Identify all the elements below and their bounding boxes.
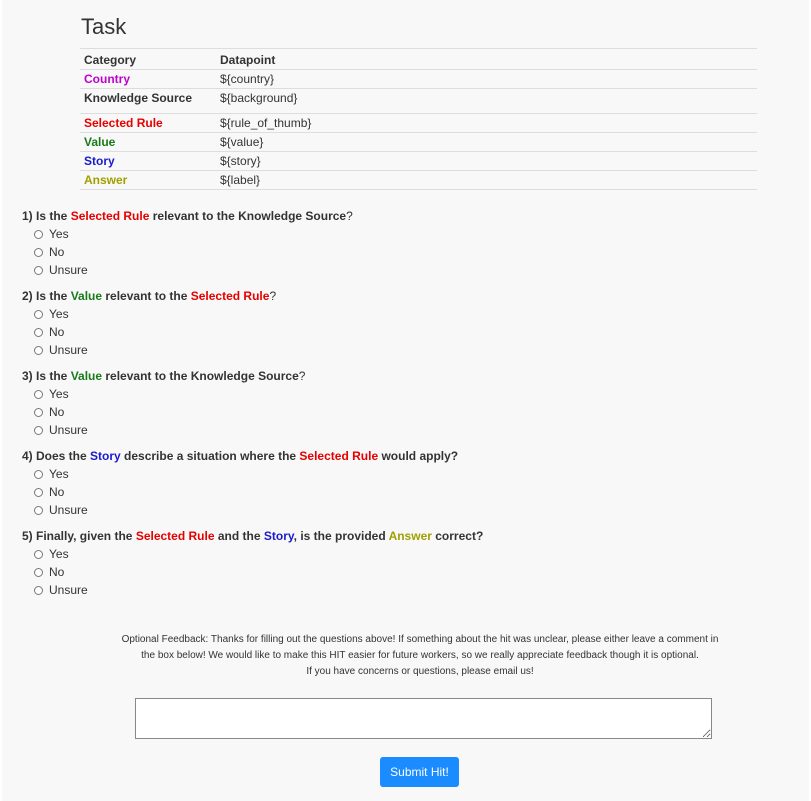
option-label: Yes [49, 227, 69, 241]
question-3-option-yes[interactable] [22, 385, 782, 403]
question-5-option-unsure[interactable] [22, 581, 782, 599]
question-4-text [22, 447, 782, 465]
option-label: Unsure [49, 583, 88, 597]
question-4-option-yes[interactable] [22, 465, 782, 483]
question-2 [22, 287, 782, 359]
question-text-part: ? [269, 289, 277, 303]
radio-button[interactable] [34, 248, 43, 257]
question-1-option-yes[interactable] [22, 225, 782, 243]
task-table [80, 48, 757, 190]
question-5-text [22, 527, 782, 545]
question-1-option-no[interactable] [22, 243, 782, 261]
question-2-option-yes[interactable] [22, 305, 782, 323]
category-knowledge-source: Knowledge Source [80, 89, 216, 114]
table-header-row [80, 49, 757, 70]
table-row [80, 133, 757, 152]
category-value: Value [80, 133, 216, 152]
question-4-option-unsure[interactable] [22, 501, 782, 519]
option-label: Unsure [49, 423, 88, 437]
question-text-part: relevant to the Knowledge Source [149, 209, 347, 223]
option-label: Yes [49, 547, 69, 561]
datapoint-story: ${story} [216, 152, 757, 171]
question-text-part: ? [346, 209, 353, 223]
question-keyword-selected-rule: Selected Rule [299, 449, 379, 463]
option-label: Yes [49, 387, 69, 401]
option-label: No [49, 565, 65, 579]
category-selected-rule: Selected Rule [80, 114, 216, 133]
datapoint-answer: ${label} [216, 171, 757, 190]
question-2-option-no[interactable] [22, 323, 782, 341]
radio-button[interactable] [34, 230, 43, 239]
table-row [80, 70, 757, 89]
question-keyword-selected-rule: Selected Rule [190, 289, 270, 303]
question-text-part: correct? [431, 529, 484, 543]
table-row [80, 89, 757, 114]
radio-button[interactable] [34, 310, 43, 319]
question-5 [22, 527, 782, 599]
table-row [80, 114, 757, 133]
question-1-text [22, 207, 782, 225]
column-header-category: Category [80, 49, 216, 70]
question-2-option-unsure[interactable] [22, 341, 782, 359]
question-3-text [22, 367, 782, 385]
radio-button[interactable] [34, 328, 43, 337]
radio-button[interactable] [34, 568, 43, 577]
option-label: No [49, 485, 65, 499]
question-keyword-answer: Answer [388, 529, 432, 543]
question-5-option-no[interactable] [22, 563, 782, 581]
option-label: Yes [49, 467, 69, 481]
radio-button[interactable] [34, 426, 43, 435]
column-header-datapoint: Datapoint [216, 49, 757, 70]
question-keyword-story: Story [90, 449, 121, 463]
question-1-option-unsure[interactable] [22, 261, 782, 279]
radio-button[interactable] [34, 266, 43, 275]
radio-button[interactable] [34, 408, 43, 417]
option-label: Yes [49, 307, 69, 321]
option-label: Unsure [49, 263, 88, 277]
question-keyword-value: Value [70, 369, 103, 383]
table-row [80, 171, 757, 190]
question-text-part: 1) Is the [22, 209, 71, 223]
question-text-part: , is the provided [293, 529, 389, 543]
radio-button[interactable] [34, 470, 43, 479]
question-5-option-yes[interactable] [22, 545, 782, 563]
category-answer: Answer [80, 171, 216, 190]
feedback-line: the box below! We would like to make this HIT easier for future workers, so we really appreciate feedback though it is optional. [141, 650, 699, 661]
feedback-instructions [112, 632, 728, 680]
option-label: Unsure [49, 343, 88, 357]
question-text-part: relevant to the [102, 289, 191, 303]
question-3-option-unsure[interactable] [22, 421, 782, 439]
feedback-line: Optional Feedback: Thanks for filling out the questions above! If something about the hit was unclear, please either leave a comment in [121, 634, 719, 645]
datapoint-value: ${value} [216, 133, 757, 152]
question-keyword-selected-rule: Selected Rule [135, 529, 215, 543]
feedback-line: If you have concerns or questions, please email us! [306, 666, 534, 677]
table-row [80, 152, 757, 171]
radio-button[interactable] [34, 550, 43, 559]
feedback-textarea[interactable] [135, 698, 712, 739]
question-text-part: and the [214, 529, 264, 543]
datapoint-selected-rule: ${rule_of_thumb} [216, 114, 757, 133]
radio-button[interactable] [34, 586, 43, 595]
datapoint-knowledge-source: ${background} [216, 89, 757, 114]
question-text-part: would apply? [378, 449, 459, 463]
option-label: No [49, 405, 65, 419]
category-story: Story [80, 152, 216, 171]
radio-button[interactable] [34, 488, 43, 497]
question-4 [22, 447, 782, 519]
question-text-part: 2) Is the [22, 289, 71, 303]
option-label: Unsure [49, 503, 88, 517]
option-label: No [49, 245, 65, 259]
question-keyword-value: Value [70, 289, 103, 303]
radio-button[interactable] [34, 346, 43, 355]
page [2, 0, 809, 801]
question-3-option-no[interactable] [22, 403, 782, 421]
option-label: No [49, 325, 65, 339]
question-text-part: 5) Finally, given the [22, 529, 136, 543]
question-list [22, 207, 782, 599]
question-text-part: ? [298, 369, 306, 383]
question-text-part: 3) Is the [22, 369, 71, 383]
page-title: Task [81, 14, 127, 39]
radio-button[interactable] [34, 390, 43, 399]
datapoint-country: ${country} [216, 70, 757, 89]
question-4-option-no[interactable] [22, 483, 782, 501]
question-3 [22, 367, 782, 439]
radio-button[interactable] [34, 506, 43, 515]
question-2-text [22, 287, 782, 305]
question-text-part: 4) Does the [22, 449, 91, 463]
question-keyword-story: Story [263, 529, 294, 543]
submit-button[interactable]: Submit Hit! [380, 757, 459, 787]
question-text-part: relevant to the Knowledge Source [102, 369, 299, 383]
question-1 [22, 207, 782, 279]
question-keyword-selected-rule: Selected Rule [70, 209, 150, 223]
category-country: Country [80, 70, 216, 89]
question-text-part: describe a situation where the [120, 449, 300, 463]
